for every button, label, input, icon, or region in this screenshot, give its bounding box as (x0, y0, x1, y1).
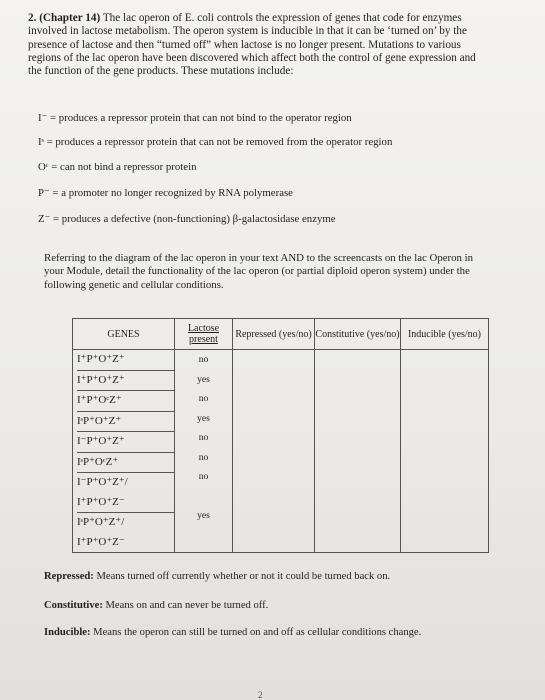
definition-text: = produces a repressor protein that can not bind to the operator region (50, 112, 352, 124)
genotype-row: I⁺P⁺OᶜZ⁺ (77, 391, 174, 412)
question-intro (28, 12, 488, 78)
definition-i-minus (38, 111, 508, 124)
definition-symbol: P⁻ (38, 187, 50, 199)
header-inducible: Inducible (yes/no) (401, 319, 489, 350)
definition-p-minus (38, 186, 508, 199)
lactose-cell: no (198, 354, 209, 365)
lactose-cell: no (198, 432, 209, 443)
header-lactose: Lactose present (175, 319, 233, 350)
definition-symbol: Oᶜ (38, 161, 49, 173)
repressed-answer-cell[interactable] (233, 350, 315, 553)
lac-operon-table (72, 318, 489, 553)
referring-paragraph: Referring to the diagram of the lac operon in your text AND to the screencasts on the lac Operon in your Module, detail the functionality of the lac operon (or partial diploid operon system) under the following genetic and cellular conditions. (44, 252, 474, 291)
lactose-cell: yes (197, 510, 210, 521)
lactose-cell (175, 487, 232, 507)
header-repressed: Repressed (yes/no) (233, 319, 315, 350)
definition-text: = produces a repressor protein that can not be removed from the operator region (46, 136, 393, 148)
genotype-column (73, 350, 175, 553)
inducible-answer-cell[interactable] (401, 350, 489, 553)
definition-z-minus (38, 212, 508, 225)
note-repressed: Repressed: Means turned off currently whether or not it could be turned back on. (44, 571, 391, 582)
definition-text: = a promoter no longer recognized by RNA polymerase (52, 187, 293, 199)
genotype-row: I⁺P⁺O⁺Z⁻ (77, 493, 174, 514)
header-genes: GENES (73, 319, 175, 350)
definition-text: = can not bind a repressor protein (51, 161, 197, 173)
lactose-cell: no (198, 393, 209, 404)
question-number: 2. (Chapter 14) (28, 12, 101, 24)
definition-i-s (38, 136, 508, 148)
genotype-row: I⁺P⁺O⁺Z⁻ (77, 535, 125, 548)
genotype-row: I⁺P⁺O⁺Z⁺ (77, 350, 174, 371)
header-constitutive: Constitutive (yes/no) (315, 319, 401, 350)
page-number: 2 (258, 690, 263, 700)
genotype-row: I⁻P⁺O⁺Z⁺ (77, 432, 174, 453)
definition-text: = produces a defective (non-functioning) β-galactosidase enzyme (53, 213, 336, 225)
note-inducible: Inducible: Means the operon can still be turned on and off as cellular conditions change. (44, 627, 422, 638)
lactose-cell (175, 526, 232, 546)
genotype-row: IˢP⁺O⁺Z⁺ (77, 412, 174, 433)
definition-symbol: Iˢ (38, 136, 44, 148)
constitutive-answer-cell[interactable] (315, 350, 401, 553)
definition-symbol: Z⁻ (38, 213, 51, 225)
genotype-row: I⁺P⁺O⁺Z⁺ (77, 371, 174, 392)
genotype-row: IˢP⁺O⁺Z⁺/ (77, 516, 125, 528)
definition-o-c (38, 161, 508, 173)
lactose-cell: yes (197, 373, 210, 385)
lactose-column (175, 350, 233, 553)
question-text: The lac operon of E. coli controls the expression of genes that code for enzymes involved in lactose metabolism. The operon system is inducible in that it can be ‘turned on’ by the presence of lactose and then “turned off” when lactose is no longer present. Mutations to various regions of the lac operon have been discovered which affect both the control of gene expression and the function of the gene products. These mutations include: (28, 12, 476, 78)
note-constitutive: Constitutive: Means on and can never be turned off. (44, 600, 269, 611)
genotype-row: I⁻P⁺O⁺Z⁺/ (77, 476, 128, 488)
genotype-row: IˢP⁺OᶜZ⁺ (77, 453, 174, 474)
lactose-cell: yes (197, 412, 210, 424)
lactose-cell: no (198, 471, 209, 482)
lactose-cell: no (198, 451, 209, 463)
definition-symbol: I⁻ (38, 112, 48, 124)
